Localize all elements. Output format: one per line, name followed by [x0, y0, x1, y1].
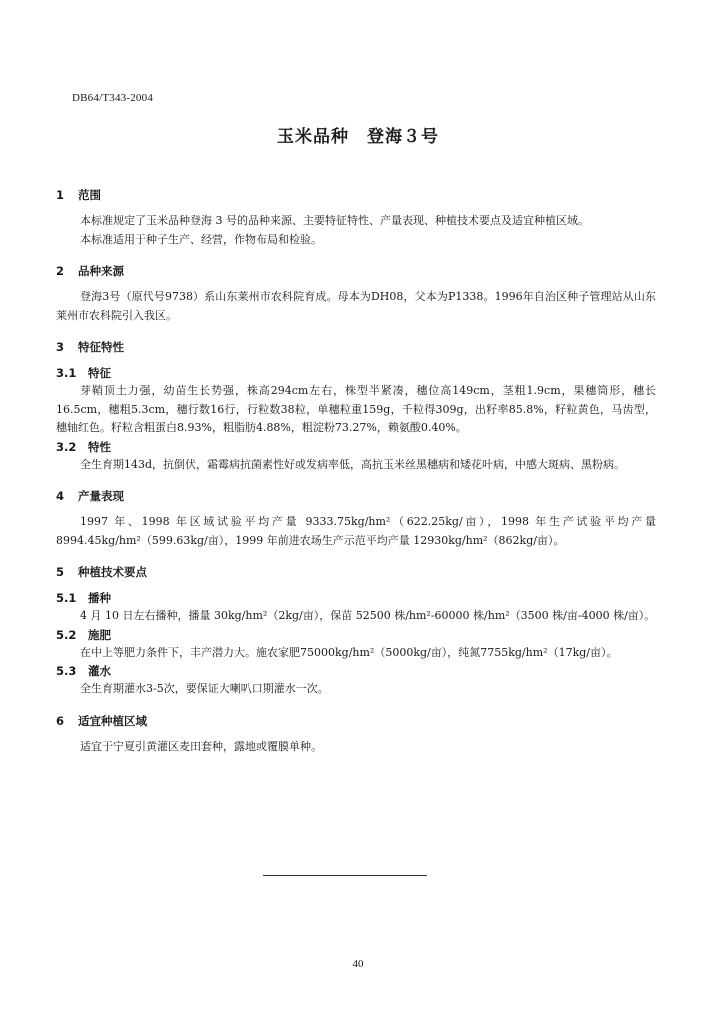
section-heading: 4 产量表现: [56, 489, 124, 503]
paragraph: 4 月 10 日左右播种，播量 30kg/hm²（2kg/亩），保苗 52500 株/hm²-60000 株/hm²（3500 株/亩-4000 株/亩）。: [80, 609, 656, 622]
paragraph: 1997 年、1998 年区域试验平均产量 9333.75kg/hm²（622.25kg/亩），1998 年生产试验平均产量8994.45kg/hm²（599.63kg/亩），1999 年前进农场生产示范平均产量 12930kg/hm²（862kg/亩）。: [56, 515, 656, 547]
paragraph: 本标准规定了玉米品种登海 3 号的品种来源、主要特征特性、产量表现、种植技术要点及适宜种植区域。: [80, 214, 589, 227]
section-characteristics: [56, 338, 656, 474]
section-scope: [56, 186, 656, 249]
paragraph: 芽鞘顶土力强，幼苗生长势强，株高294cm左右，株型半紧凑，穗位高149cm，茎粗1.9cm，果穗筒形，穗长16.5cm，穗粗5.3cm，穗行数16行，行粒数38粒，单穗粒重159g，千粒得309g，出籽率85.8%，籽粒黄色，马齿型，穗轴红色。籽粒含粗蛋白8.93%，粗脂肪4.88%，粗淀粉73.27%，赖氨酸0.40%。: [56, 384, 656, 434]
paragraph: 全生育期灌水3-5次，要保证大喇叭口期灌水一次。: [80, 682, 329, 695]
paragraph: 适宜于宁夏引黄灌区麦田套种，露地或覆膜单种。: [80, 739, 322, 753]
subsection-heading: 3.1 特征: [56, 366, 111, 380]
standard-number: DB64/T343-2004: [72, 92, 154, 104]
section-origin: [56, 262, 656, 325]
page-number: 40: [352, 958, 364, 970]
section-heading: 5 种植技术要点: [56, 565, 147, 579]
subsection-heading: 5.1 播种: [56, 591, 111, 605]
section-cultivation: [56, 563, 656, 699]
section-heading: 3 特征特性: [56, 340, 124, 354]
section-region: [56, 712, 656, 757]
paragraph: 登海3号（原代号9738）系山东莱州市农科院育成。母本为DH08，父本为P1338。1996年自治区种子管理站从山东莱州市农科院引入我区。: [56, 290, 656, 322]
section-heading: 2 品种来源: [56, 264, 124, 278]
subsection-heading: 3.2 特性: [56, 439, 111, 454]
section-heading: 1 范围: [56, 188, 101, 202]
subsection-heading: 5.2 施肥: [56, 627, 111, 642]
paragraph: 本标准适用于种子生产、经营，作物布局和检验。: [80, 232, 322, 246]
document-body: [56, 186, 656, 756]
subsection-heading: 5.3 灌水: [56, 664, 111, 678]
document-title: 玉米品种 登海３号: [277, 127, 439, 147]
section-yield: [56, 487, 656, 550]
paragraph: 全生育期143d，抗倒伏，霜霉病抗菌素性好或发病率低，高抗玉米丝黑穗病和矮花叶病，中感大斑病、黑粉病。: [80, 457, 626, 471]
section-heading: 6 适宜种植区域: [56, 713, 147, 728]
paragraph: 在中上等肥力条件下，丰产潜力大。施农家肥75000kg/hm²（5000kg/亩），纯氮7755kg/hm²（17kg/亩）。: [80, 645, 618, 659]
end-rule: [263, 875, 427, 876]
